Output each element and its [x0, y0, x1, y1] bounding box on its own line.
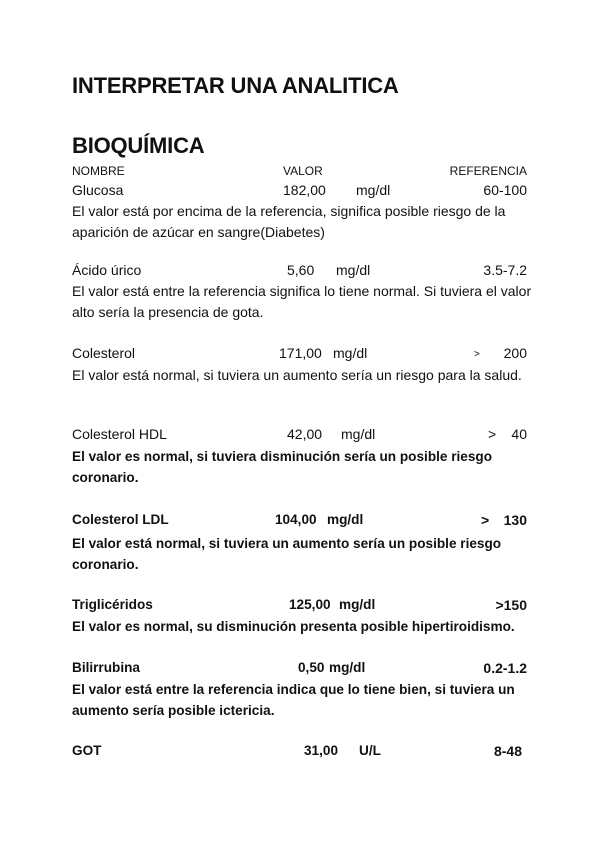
item-value: 31,00	[304, 743, 339, 758]
header-name: NOMBRE	[72, 164, 125, 178]
item-reference: >150	[495, 597, 527, 613]
item-value: 182,00	[283, 182, 326, 198]
item-ref-sign: >	[488, 426, 497, 442]
item-description: El valor es normal, si tuviera disminución sería un posible riesgo coronario.	[72, 449, 493, 485]
item-value: 42,00	[287, 426, 323, 442]
item-description: El valor está normal, si tuviera un aumento sería un riesgo para la salud.	[72, 367, 522, 383]
item-ref-sign: >	[481, 512, 490, 528]
item-name: Triglicéridos	[72, 597, 153, 612]
item-value: 104,00	[275, 512, 317, 527]
item-ref-sign: >	[474, 349, 480, 360]
item-value: 171,00	[279, 345, 322, 361]
item-unit: mg/dl	[336, 262, 371, 278]
item-description: El valor está normal, si tuviera un aumento sería un posible riesgo coronario.	[72, 536, 502, 572]
item-unit: mg/dl	[327, 512, 364, 527]
item-reference: 60-100	[483, 182, 527, 198]
header-reference: REFERENCIA	[449, 164, 527, 178]
item-unit: mg/dl	[339, 597, 376, 612]
item-description: El valor es normal, su disminución presenta posible hipertiroidismo.	[72, 619, 515, 634]
item-name: Colesterol HDL	[72, 426, 167, 442]
item-reference: 200	[503, 345, 527, 361]
item-reference: 130	[503, 512, 527, 528]
item-reference: 3.5-7.2	[483, 262, 527, 278]
item-value: 5,60	[287, 262, 315, 278]
item-description: El valor está entre la referencia indica que lo tiene bien, si tuviera un aumento sería posible ictericia.	[72, 682, 515, 718]
item-value: 125,00	[289, 597, 331, 612]
item-name: Bilirrubina	[72, 660, 140, 675]
page-title: INTERPRETAR UNA ANALITICA	[72, 73, 399, 98]
item-unit: U/L	[359, 743, 381, 758]
item-description: El valor está por encima de la referencia, significa posible riesgo de la aparición de azúcar en sangre(Diabetes)	[72, 203, 506, 240]
item-name: Glucosa	[72, 182, 124, 198]
item-description: El valor está entre la referencia significa lo tiene normal. Si tuviera el valor alto sería la presencia de gota.	[72, 283, 532, 320]
item-reference: 0.2-1.2	[483, 660, 527, 676]
item-value: 0,50	[298, 660, 325, 675]
item-reference: 8-48	[493, 743, 522, 759]
section-title: BIOQUÍMICA	[72, 133, 205, 158]
item-unit: mg/dl	[329, 660, 366, 675]
item-name: Colesterol	[72, 345, 136, 361]
item-unit: mg/dl	[356, 182, 391, 198]
header-value: VALOR	[283, 164, 323, 178]
item-reference: 40	[511, 426, 527, 442]
item-name: Colesterol LDL	[72, 512, 169, 527]
item-name: GOT	[72, 743, 102, 758]
item-unit: mg/dl	[341, 426, 376, 442]
item-name: Ácido úrico	[72, 262, 142, 278]
item-unit: mg/dl	[333, 345, 368, 361]
